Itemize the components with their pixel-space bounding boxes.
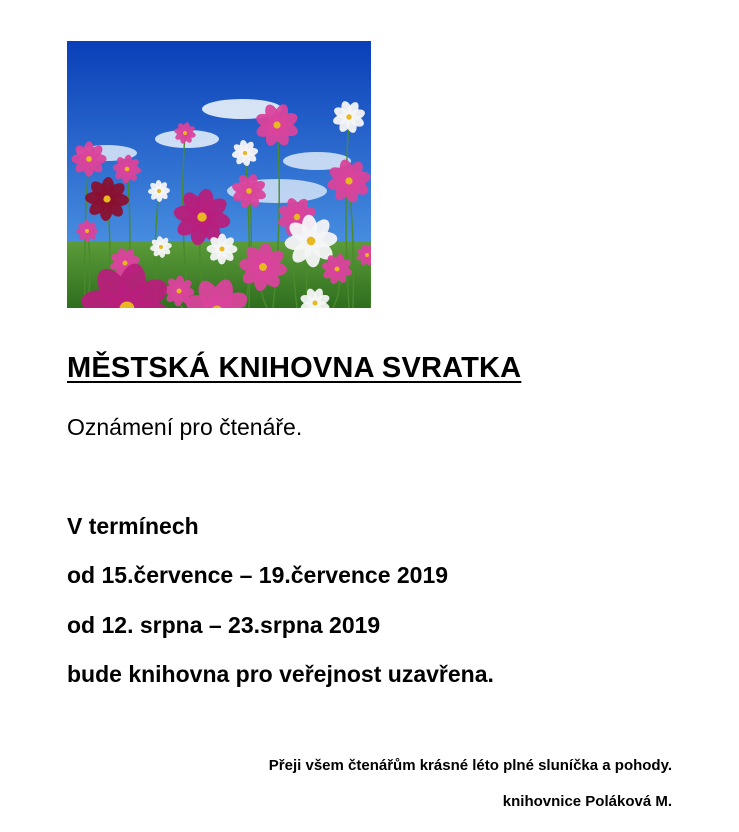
announcement-subtitle: Oznámení pro čtenáře. [67, 414, 303, 440]
notice-line-july-closure: od 15.července – 19.července 2019 [67, 562, 449, 588]
flower-bloom [71, 141, 106, 176]
notice-line-intro: V termínech [67, 513, 199, 539]
librarian-signature: knihovnice Poláková M. [502, 793, 672, 810]
flower-meadow-photo [67, 41, 371, 308]
notice-line-closed-statement: bude knihovna pro veřejnost uzavřena. [67, 661, 494, 687]
flower-bloom [207, 234, 238, 265]
page-title: MĚSTSKÁ KNIHOVNA SVRATKA [67, 352, 522, 384]
summer-wish: Přeji všem čtenářům krásné léto plné sluníčka a pohody. [268, 757, 672, 774]
notice-line-august-closure: od 12. srpna – 23.srpna 2019 [67, 612, 381, 638]
